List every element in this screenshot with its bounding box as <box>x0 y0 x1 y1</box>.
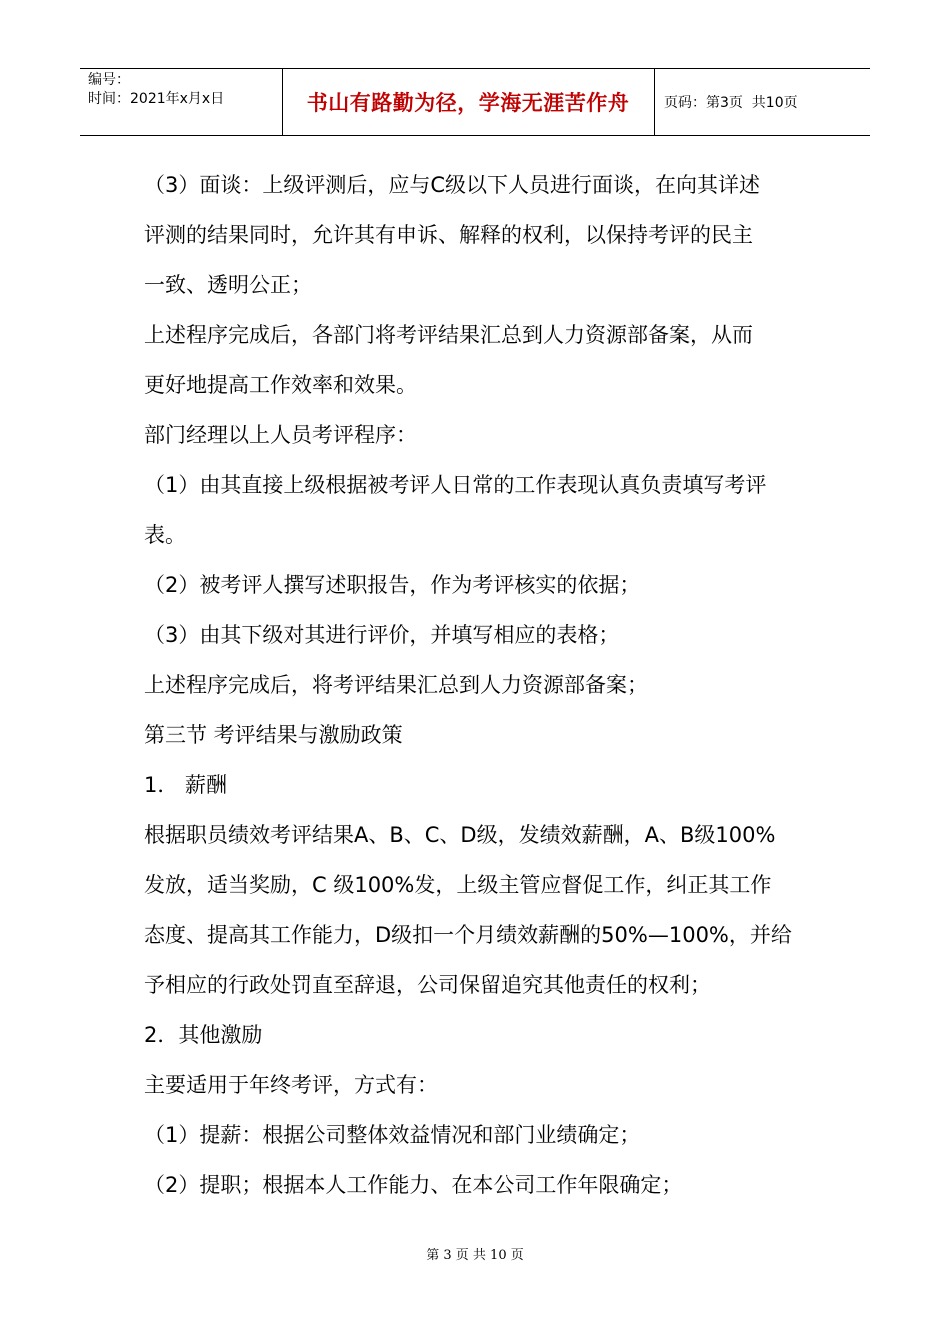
body-line: 态度、提高其工作能力，D级扣一个月绩效薪酬的50%—100%，并给 <box>144 923 792 947</box>
body-line: 主要适用于年终考评，方式有： <box>144 1073 438 1097</box>
document-date-label: 时间：2021年x月x日 <box>88 91 225 107</box>
body-line: （1）提薪：根据公司整体效益情况和部门业绩确定； <box>144 1123 641 1147</box>
header-meta <box>88 71 278 109</box>
document-body <box>144 160 814 1210</box>
body-line: （3）面谈：上级评测后，应与C级以下人员进行面谈，在向其详述 <box>144 173 761 197</box>
body-line: （3）由其下级对其进行评价，并填写相应的表格； <box>144 623 620 647</box>
page-footer: 第 3 页 共 10 页 <box>426 1248 524 1263</box>
body-line: （1）由其直接上级根据被考评人日常的工作表现认真负责填写考评 <box>144 473 767 497</box>
header-divider-right <box>654 69 655 135</box>
body-line: 评测的结果同时，允许其有申诉、解释的权利，以保持考评的民主 <box>144 223 753 247</box>
body-line: 上述程序完成后，各部门将考评结果汇总到人力资源部备案，从而 <box>144 323 753 347</box>
body-line: （2）被考评人撰写述职报告，作为考评核实的依据； <box>144 573 641 597</box>
body-line: 上述程序完成后，将考评结果汇总到人力资源部备案； <box>144 673 648 697</box>
header-page-indicator: 页码：第3页 共10页 <box>664 95 798 111</box>
section-heading: 部门经理以上人员考评程序： <box>144 423 417 447</box>
body-line: 予相应的行政处罚直至辞退，公司保留追究其他责任的权利； <box>144 973 711 997</box>
section-title: 第三节 考评结果与激励政策 <box>144 723 403 747</box>
body-line: 一致、透明公正； <box>144 273 312 297</box>
body-line: 发放，适当奖励，C 级100%发，上级主管应督促工作，纠正其工作 <box>144 873 772 897</box>
body-line: 表。 <box>144 523 186 547</box>
body-line: 更好地提高工作效率和效果。 <box>144 373 417 397</box>
document-number-label: 编号： <box>88 72 130 88</box>
header-motto: 书山有路勤为径，学海无涯苦作舟 <box>306 91 630 115</box>
subsection-title: 1． 薪酬 <box>144 773 228 797</box>
body-line: （2）提职；根据本人工作能力、在本公司工作年限确定； <box>144 1173 683 1197</box>
subsection-title: 2．其他激励 <box>144 1023 263 1047</box>
page-header <box>80 68 870 136</box>
body-line: 根据职员绩效考评结果A、B、C、D级，发绩效薪酬，A、B级100% <box>144 823 776 847</box>
